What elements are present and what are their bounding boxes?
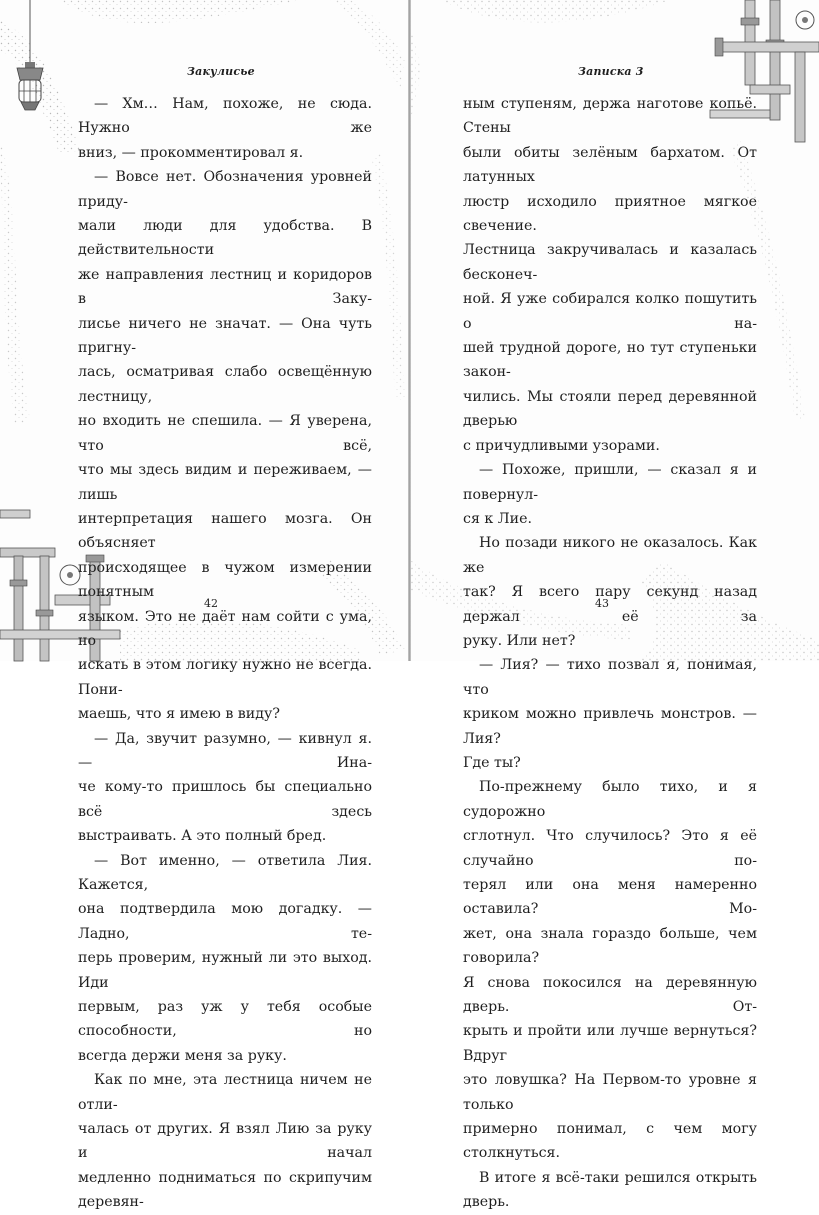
text-line: люстр исходило приятное мягкое свечение. xyxy=(463,193,757,235)
text-line: — Вот именно, — ответила Лия. Кажется, xyxy=(78,852,372,893)
text-line: Как по мне, эта лестница ничем не отли- xyxy=(78,1072,372,1113)
text-line: медленно подниматься по скрипучим деревян- xyxy=(78,1169,372,1211)
text-line: всегда держи меня за руку. xyxy=(78,1047,287,1064)
text-line: перь проверим, нужный ли это выход. Иди xyxy=(78,950,372,991)
text-line: криком можно привлечь монстров. — Лия? xyxy=(463,706,757,747)
text-line: так? Я всего пару секунд назад держал её за xyxy=(463,584,757,625)
running-head-right: Записка 3 xyxy=(578,65,644,78)
text-line: — Да, звучит разумно, — кивнул я. — Ина- xyxy=(78,730,372,771)
text-line: сглотнул. Что случилось? Это я её случайно по- xyxy=(463,828,757,869)
text-line: Где ты? xyxy=(463,754,521,771)
left-page-text xyxy=(78,92,372,1215)
right-page-text xyxy=(463,92,757,1215)
text-line: — Вовсе нет. Обозначения уровней приду- xyxy=(78,169,372,210)
text-line: — Хм… Нам, похоже, не сюда. Нужно же xyxy=(78,96,372,137)
text-line: первым, раз уж у тебя особые способности, но xyxy=(78,999,372,1040)
text-line: примерно понимал, с чем могу столкнуться. xyxy=(463,1121,757,1162)
text-line: что мы здесь видим и переживаем, — лишь xyxy=(78,462,372,503)
text-line: жет, она знала гораздо больше, чем говорила? xyxy=(463,925,757,967)
page-number-right: 43 xyxy=(595,597,609,610)
text-line: чились. Мы стояли перед деревянной дверью xyxy=(463,388,757,430)
text-line: происходящее в чужом измерении понятным xyxy=(78,559,372,601)
text-line: терял или она меня намеренно оставила? Мо- xyxy=(463,877,757,918)
book-gutter xyxy=(408,0,411,661)
text-line: мали люди для удобства. В действительности xyxy=(78,218,372,259)
text-line: интерпретация нашего мозга. Он объясняет xyxy=(78,510,372,552)
text-line: — Похоже, пришли, — сказал я и повернул- xyxy=(463,462,757,503)
text-line: с причудливыми узорами. xyxy=(463,437,660,454)
text-line: она подтвердила мою догадку. — Ладно, те- xyxy=(78,901,372,942)
running-head-left: Закулисье xyxy=(187,65,255,78)
text-line: Я снова покосился на деревянную дверь. От- xyxy=(463,974,757,1016)
text-line: же направления лестниц и коридоров в Заку- xyxy=(78,266,372,308)
text-line: крыть и пройти или лучше вернуться? Вдруг xyxy=(463,1023,757,1064)
text-line: — Лия? — тихо позвал я, понимая, что xyxy=(463,657,757,698)
text-line: ной. Я уже собирался колко пошутить о на- xyxy=(463,291,757,332)
text-line: искать в этом логику нужно не всегда. Пони- xyxy=(78,657,372,698)
text-line: языком. Это не даёт нам сойти с ума, но xyxy=(78,608,372,649)
text-line: В итоге я всё-таки решился открыть дверь. xyxy=(463,1169,757,1211)
text-line: че кому-то пришлось бы специально всё здесь xyxy=(78,779,372,820)
text-line: были обиты зелёным бархатом. От латунных xyxy=(463,144,757,186)
text-line: Но позади никого не оказалось. Как же xyxy=(463,535,757,576)
right-page xyxy=(410,0,819,1211)
text-line: это ловушка? На Первом-то уровне я только xyxy=(463,1072,757,1113)
text-line: руку. Или нет? xyxy=(463,632,576,649)
text-line: выстраивать. А это полный бред. xyxy=(78,828,327,845)
text-line: ся к Лие. xyxy=(463,510,532,527)
text-line: ным ступеням, держа наготове копьё. Стены xyxy=(463,96,757,137)
text-line: Лестница закручивалась и казалась бесконеч- xyxy=(463,242,757,283)
text-line: маешь, что я имею в виду? xyxy=(78,706,280,723)
text-line: но входить не спешила. — Я уверена, что всё, xyxy=(78,413,372,454)
text-line: По-прежнему было тихо, и я судорожно xyxy=(463,779,757,820)
text-line: лисье ничего не значат. — Она чуть пригну- xyxy=(78,315,372,357)
text-line: лась, осматривая слабо освещённую лестницу, xyxy=(78,364,372,405)
text-line: шей трудной дороге, но тут ступеньки закон- xyxy=(463,340,757,381)
left-page xyxy=(0,0,409,1211)
page-number-left: 42 xyxy=(204,597,218,610)
text-line: чалась от других. Я взял Лию за руку и начал xyxy=(78,1121,372,1162)
text-line: вниз, — прокомментировал я. xyxy=(78,144,304,161)
